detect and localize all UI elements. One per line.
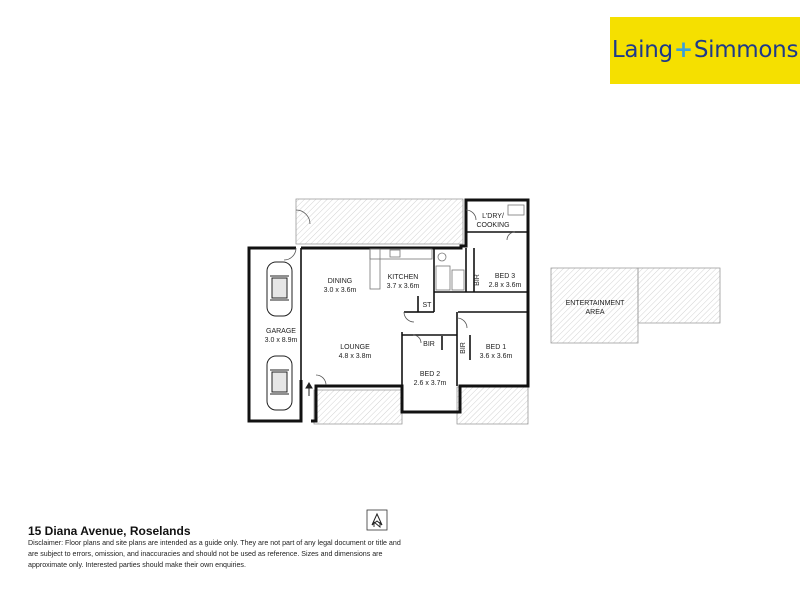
property-address: 15 Diana Avenue, Roselands (28, 524, 191, 538)
laundry-tub (508, 205, 524, 215)
entertainment-line2: AREA (585, 309, 605, 316)
entertainment-area-roof (638, 268, 720, 323)
bed2-name: BED 2 (419, 371, 441, 378)
kitchen-counter-side (370, 249, 380, 289)
bir-bed3-label: BIR (474, 274, 481, 286)
rear-patio (296, 199, 463, 244)
disclaimer-text: Disclaimer: Floor plans and site plans are intended as a guide only. They are not part of any legal document or title and are subject to errors, omission, and inaccuracies and should not be used as reference. Sizes and dimensions are approximate only. Interested parties should make their own enquiries. (28, 539, 401, 569)
laundry-line1: L'DRY/ (482, 213, 504, 220)
dining-name: DINING (327, 278, 353, 285)
kitchen-counter-top (370, 249, 432, 259)
kitchen-name: KITCHEN (387, 274, 419, 281)
garage-name: GARAGE (266, 328, 296, 335)
entertainment-line1: ENTERTAINMENT (565, 300, 625, 307)
front-path (457, 387, 528, 424)
bed3-name: BED 3 (494, 273, 516, 280)
toilet (438, 253, 446, 261)
kitchen-size: 3.7 x 3.6m (386, 283, 420, 290)
brand-plus: + (673, 37, 693, 63)
garage-size: 3.0 x 8.9m (264, 337, 298, 344)
north-arrow-icon (366, 509, 388, 531)
brand-name-right: Simmons (693, 37, 799, 63)
car-icon (267, 262, 292, 410)
brand-name-left: Laing (611, 37, 673, 63)
bath (436, 266, 450, 290)
front-porch (314, 390, 402, 424)
bed2-size: 2.6 x 3.7m (413, 380, 447, 387)
shower (452, 270, 464, 290)
entry-arrow-icon (306, 383, 312, 396)
bed1-name: BED 1 (485, 344, 507, 351)
bir-bed1-label: BIR (460, 342, 467, 354)
bed3-size: 2.8 x 3.6m (488, 282, 522, 289)
lounge-name: LOUNGE (340, 344, 370, 351)
storage-label: ST (422, 302, 432, 309)
interior-walls (301, 232, 528, 386)
bed1-size: 3.6 x 3.6m (479, 353, 513, 360)
kitchen-sink (390, 250, 400, 257)
bir-bed2-label: BIR (423, 341, 435, 348)
dining-size: 3.0 x 3.6m (323, 287, 357, 294)
lounge-size: 4.8 x 3.8m (338, 353, 372, 360)
laundry-line2: COOKING (476, 222, 510, 229)
